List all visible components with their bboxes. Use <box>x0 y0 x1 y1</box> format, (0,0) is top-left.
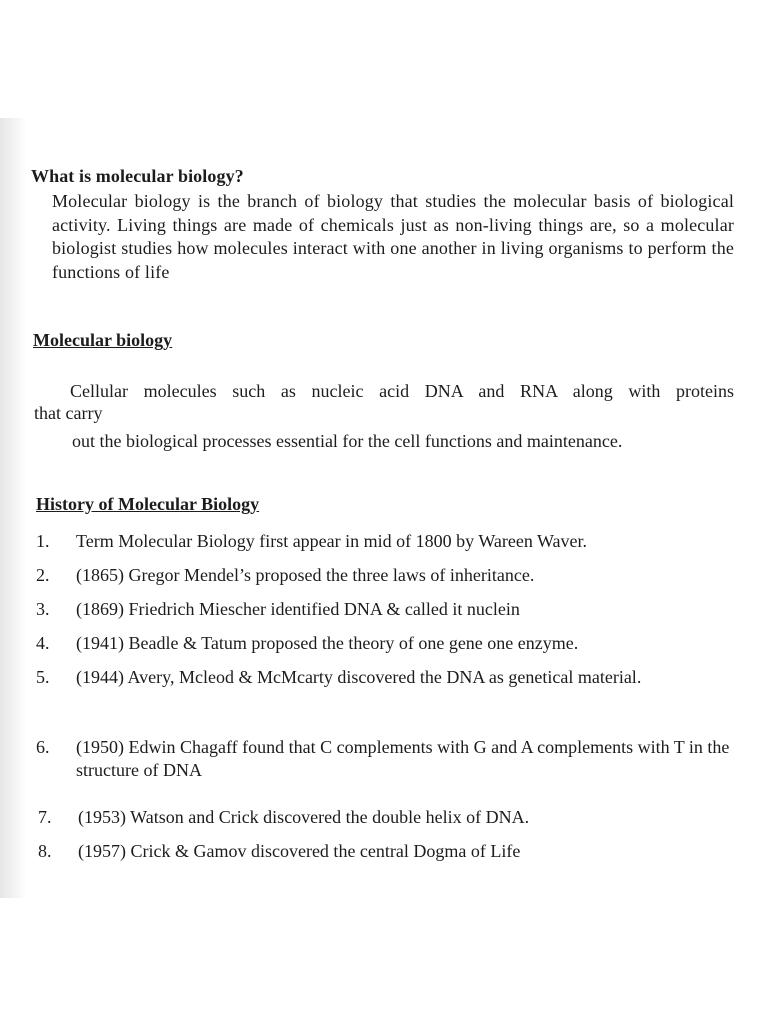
history-num: 1. <box>36 531 50 551</box>
history-item-1 <box>36 530 736 553</box>
history-text: (1865) Gregor Mendel’s proposed the three laws of inheritance. <box>76 565 535 585</box>
history-num: 3. <box>36 599 50 619</box>
heading-molecular-biology: Molecular biology <box>33 330 173 350</box>
history-item-3 <box>36 598 736 621</box>
definition-paragraph: Molecular biology is the branch of biology that studies the molecular basis of biological activity. Living things are made of chemicals just as non-living things are, so a molecular biologist studies how molecules interact with one another in living organisms to perform the functions of life <box>52 191 734 282</box>
history-text: (1941) Beadle & Tatum proposed the theory of one gene one enzyme. <box>76 633 579 653</box>
history-item-7 <box>38 806 738 829</box>
history-item-4 <box>36 632 736 655</box>
mb-line-1: Cellular molecules such as nucleic acid DNA and RNA along with proteins <box>70 381 734 401</box>
history-num: 2. <box>36 565 50 585</box>
history-item-5 <box>36 666 666 689</box>
history-text: (1944) Avery, Mcleod & McMcarty discovered the DNA as genetical material. <box>76 667 642 687</box>
history-text: (1869) Friedrich Miescher identified DNA & called it nuclein <box>76 599 520 619</box>
history-text: (1950) Edwin Chagaff found that C complements with G and A complements with T in the structure of DNA <box>76 737 730 780</box>
history-num: 7. <box>38 807 52 827</box>
history-num: 5. <box>36 667 50 687</box>
history-num: 6. <box>36 737 50 757</box>
history-item-2 <box>36 564 736 587</box>
heading-what-is-molecular-biology: What is molecular biology? <box>31 166 244 186</box>
heading-history: History of Molecular Biology <box>36 494 260 514</box>
mb-line-3: out the biological processes essential for the cell functions and maintenance. <box>72 431 623 451</box>
history-item-6 <box>36 736 736 782</box>
history-text: Term Molecular Biology first appear in mid of 1800 by Wareen Waver. <box>76 531 588 551</box>
history-num: 4. <box>36 633 50 653</box>
molecular-biology-paragraph <box>34 380 734 452</box>
history-text: (1957) Crick & Gamov discovered the central Dogma of Life <box>78 841 521 861</box>
history-item-8 <box>38 840 738 863</box>
mb-line-2: that carry <box>34 403 103 423</box>
history-num: 8. <box>38 841 52 861</box>
history-text: (1953) Watson and Crick discovered the double helix of DNA. <box>78 807 530 827</box>
